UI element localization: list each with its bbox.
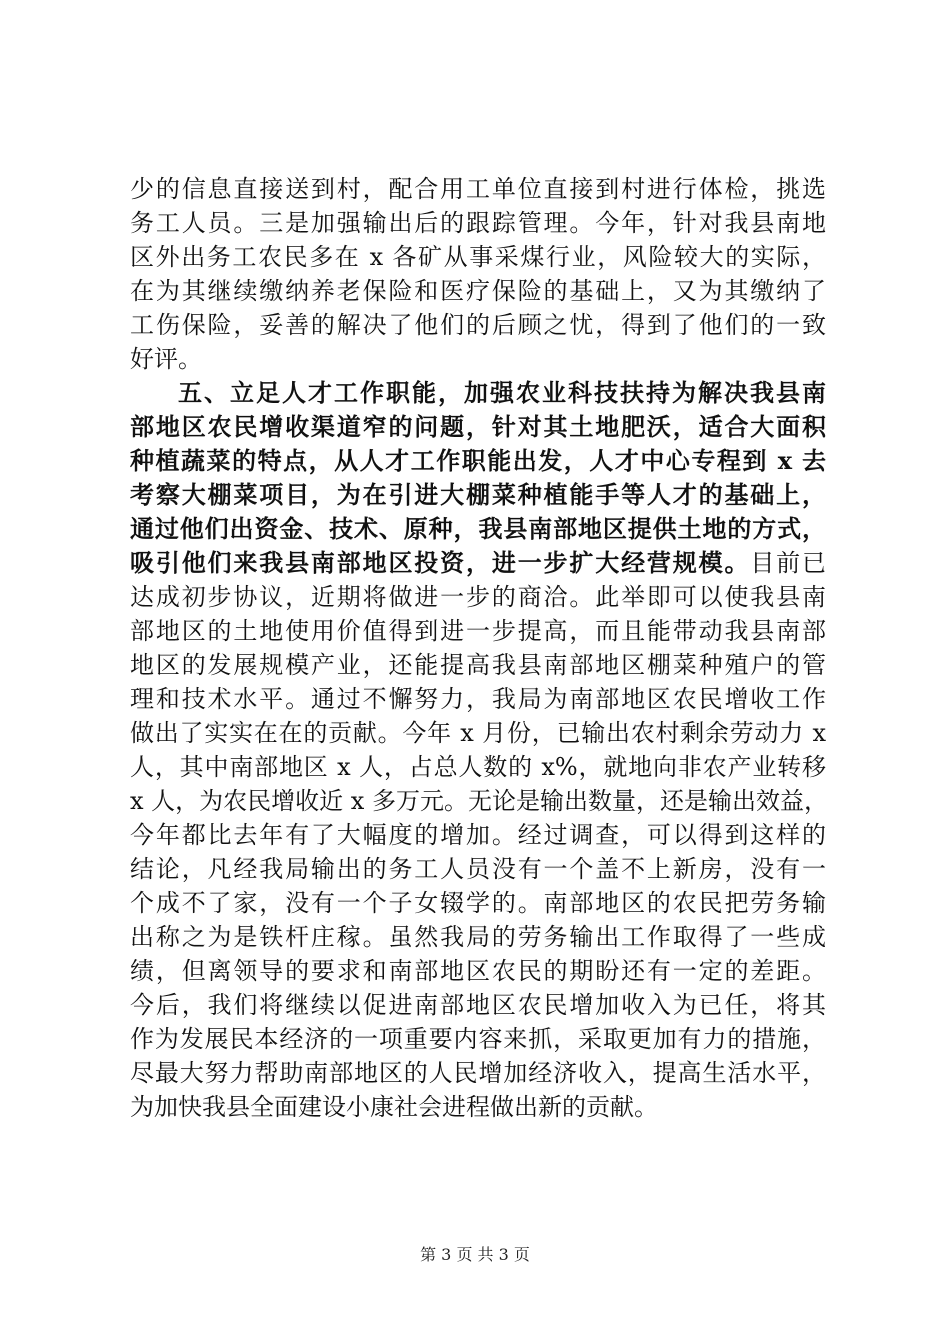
body-text-line: 工伤保险，妥善的解决了他们的后顾之忧，得到了他们的一致	[130, 311, 826, 339]
body-text-line: 结论，凡经我局输出的务工人员没有一个盖不上新房，没有一	[130, 855, 826, 883]
body-text-line: x 人，为农民增收近 x 多万元。无论是输出数量，还是输出效益，	[130, 787, 828, 815]
section-heading-line: 通过他们出资金、技术、原种，我县南部地区提供土地的方式，	[130, 514, 826, 543]
page-number-footer: 第 3 页 共 3 页	[420, 1245, 530, 1264]
body-text-line: 个成不了家，没有一个子女辍学的。南部地区的农民把劳务输	[130, 889, 826, 917]
body-text-line: 地区的发展规模产业，还能提高我县南部地区棚菜种殖户的管	[130, 651, 826, 679]
body-text-line: 尽最大努力帮助南部地区的人民增加经济收入，提高生活水平，	[130, 1059, 826, 1087]
section-heading-line: 部地区农民增收渠道窄的问题，针对其土地肥沃，适合大面积	[130, 412, 826, 441]
body-text-line: 绩，但离领导的要求和南部地区农民的期盼还有一定的差距。	[130, 957, 826, 985]
body-text-line: 少的信息直接送到村，配合用工单位直接到村进行体检，挑选	[130, 175, 826, 203]
body-text-line: 好评。	[130, 345, 202, 373]
mixed-text-line	[130, 546, 826, 580]
body-text-line: 人，其中南部地区 x 人，占总人数的 x%，就地向非农产业转移	[130, 753, 826, 781]
body-text-line: 今年都比去年有了大幅度的增加。经过调查，可以得到这样的	[130, 821, 826, 849]
body-text-line: 出称之为是铁杆庄稼。虽然我局的劳务输出工作取得了一些成	[130, 923, 826, 951]
body-text-line: 务工人员。三是加强输出后的跟踪管理。今年，针对我县南地	[130, 209, 826, 237]
body-text-line: 理和技术水平。通过不懈努力，我局为南部地区农民增收工作	[130, 685, 826, 713]
bold-text-span: 吸引他们来我县南部地区投资，进一步扩大经营规模。	[130, 548, 751, 577]
section-heading-line: 五、立足人才工作职能，加强农业科技扶持为解决我县南	[178, 378, 826, 407]
body-text-line: 区外出务工农民多在 x 各矿从事采煤行业，风险较大的实际，	[130, 243, 826, 271]
body-text-line: 在为其继续缴纳养老保险和医疗保险的基础上，又为其缴纳了	[130, 277, 826, 305]
normal-text-span: 目前已	[750, 549, 827, 577]
body-text-line: 达成初步协议，近期将做进一步的商洽。此举即可以使我县南	[130, 583, 826, 611]
body-text-line: 作为发展民本经济的一项重要内容来抓，采取更加有力的措施，	[130, 1025, 826, 1053]
body-text-line: 今后，我们将继续以促进南部地区农民增加收入为已任，将其	[130, 991, 826, 1019]
section-heading-line: 考察大棚菜项目，为在引进大棚菜种植能手等人才的基础上，	[130, 480, 826, 509]
section-heading-line: 种植蔬菜的特点，从人才工作职能出发，人才中心专程到 x 去	[130, 446, 826, 475]
body-text-line: 部地区的土地使用价值得到进一步提高，而且能带动我县南部	[130, 617, 826, 645]
body-text-line: 做出了实实在在的贡献。今年 x 月份，已输出农村剩余劳动力 x	[130, 719, 826, 747]
body-text-line: 为加快我县全面建设小康社会进程做出新的贡献。	[130, 1093, 658, 1121]
